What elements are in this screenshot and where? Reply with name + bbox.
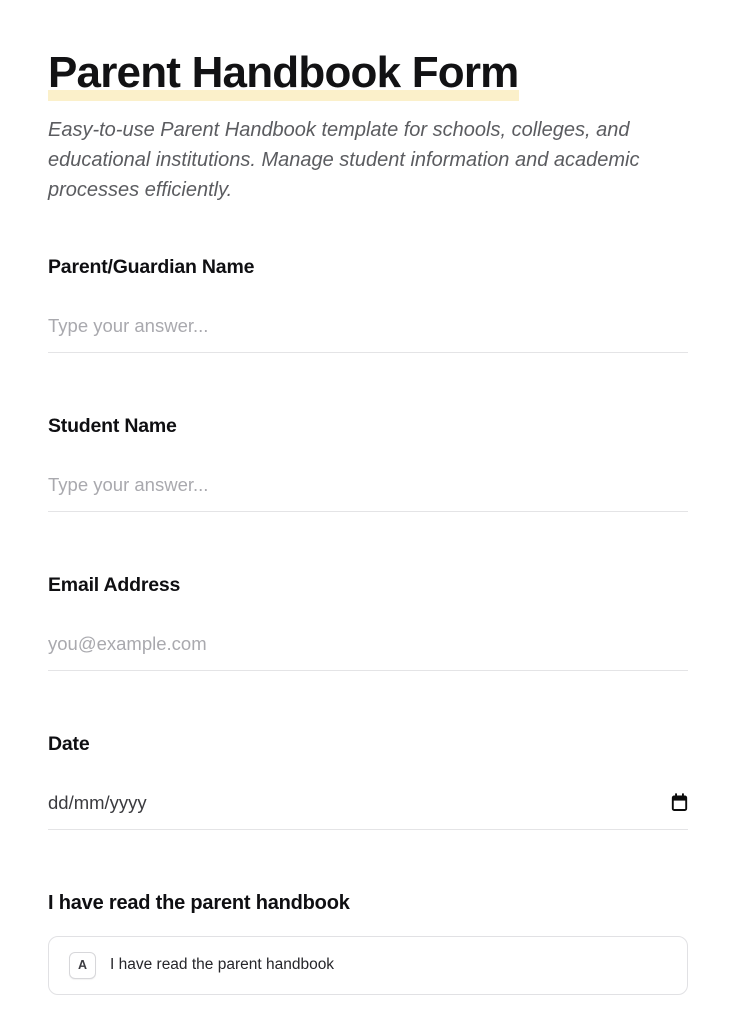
field-student-name (48, 414, 688, 512)
checkbox-option-a[interactable] (48, 936, 688, 995)
field-parent-guardian-name (48, 255, 688, 353)
form-description: Easy-to-use Parent Handbook template for schools, colleges, and educational institutions. Manage student information and academic processes efficiently. (48, 118, 640, 201)
email-address-input[interactable] (48, 633, 688, 671)
field-date (48, 732, 688, 830)
calendar-icon[interactable] (671, 793, 688, 812)
option-key-badge: A (69, 952, 96, 979)
student-name-input[interactable] (48, 474, 688, 512)
parent-guardian-name-label: Parent/Guardian Name (48, 255, 255, 278)
date-input[interactable] (48, 792, 688, 830)
page-title (48, 48, 688, 99)
field-email-address (48, 573, 688, 671)
email-address-label: Email Address (48, 573, 181, 596)
date-label: Date (48, 732, 90, 755)
parent-guardian-name-input[interactable] (48, 315, 688, 353)
checkbox-option-label: I have read the parent handbook (110, 956, 335, 974)
student-name-label: Student Name (48, 414, 177, 437)
checkbox-group-heading: I have read the parent handbook (48, 891, 350, 914)
date-placeholder-text: dd/mm/yyyy (48, 791, 147, 813)
page-title-text: Parent Handbook Form (48, 48, 519, 101)
